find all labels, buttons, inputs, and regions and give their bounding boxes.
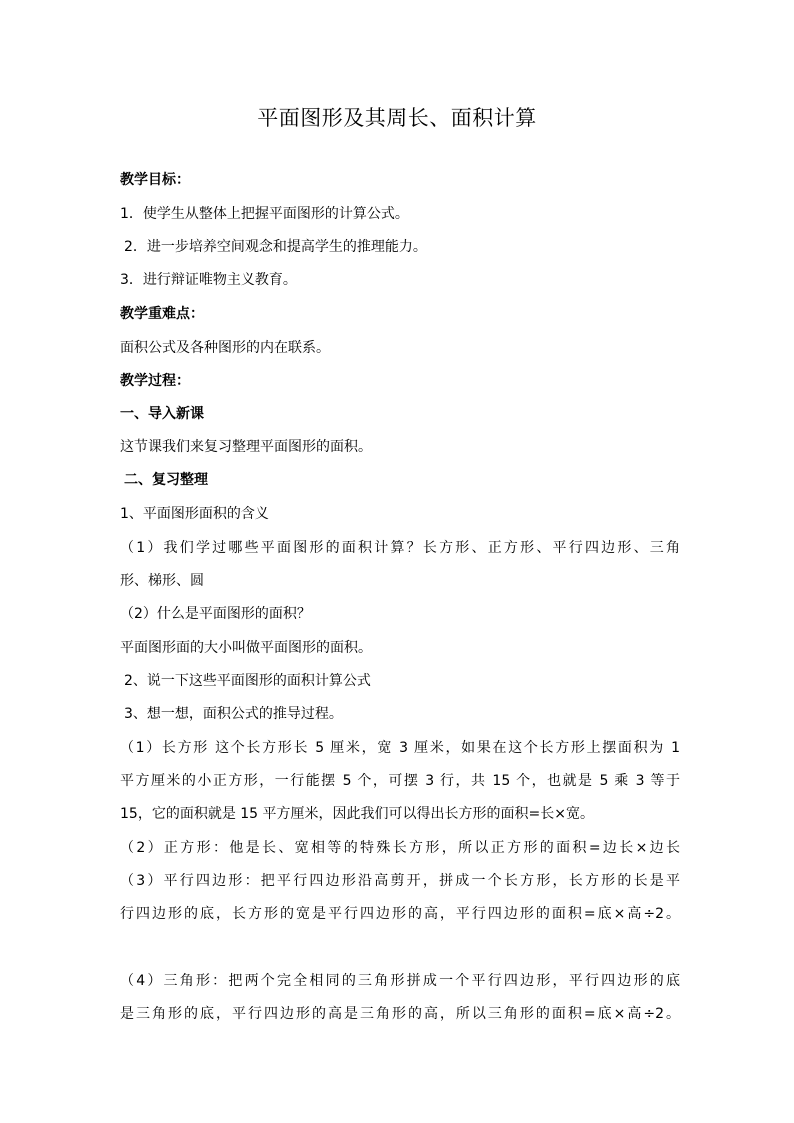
section-heading-process: 教学过程： <box>120 373 190 389</box>
objective-item-3: 3．进行辩证唯物主义教育。 <box>120 272 297 288</box>
paragraph-line: （1）我们学过哪些平面图形的面积计算？长方形、正方形、平行四边形、三角 <box>120 540 680 556</box>
paragraph-line: 是三角形的底，平行四边形的高是三角形的高，所以三角形的面积=底×高÷2。 <box>120 1006 680 1022</box>
section-heading-objectives: 教学目标： <box>120 172 190 188</box>
paragraph-line: （2）什么是平面图形的面积？ <box>120 606 311 622</box>
paragraph-line: 1、平面图形面积的含义 <box>120 506 269 522</box>
objective-item-1: 1．使学生从整体上把握平面图形的计算公式。 <box>120 206 409 222</box>
subsection-heading-review: 二、复习整理 <box>124 472 208 488</box>
paragraph-line: 2、说一下这些平面图形的面积计算公式 <box>124 673 371 689</box>
paragraph-line: 形、梯形、圆 <box>120 573 204 589</box>
paragraph-line: （2）正方形：他是长、宽相等的特殊长方形，所以正方形的面积=边长×边长 <box>120 840 680 856</box>
paragraph-line: （3）平行四边形：把平行四边形沿高剪开，拼成一个长方形，长方形的长是平 <box>120 873 680 889</box>
paragraph-line: （1）长方形 这个长方形长 5 厘米，宽 3 厘米，如果在这个长方形上摆面积为 1 <box>120 740 680 756</box>
document-title: 平面图形及其周长、面积计算 <box>257 106 537 130</box>
paragraph-line: 15，它的面积就是 15 平方厘米，因此我们可以得出长方形的面积=长×宽。 <box>120 806 594 822</box>
key-points-text: 面积公式及各种图形的内在联系。 <box>120 340 330 356</box>
paragraph-line: 这节课我们来复习整理平面图形的面积。 <box>120 439 372 455</box>
subsection-heading-intro: 一、导入新课 <box>120 406 204 422</box>
paragraph-line: （4）三角形：把两个完全相同的三角形拼成一个平行四边形，平行四边形的底 <box>120 973 680 989</box>
paragraph-line: 平面图形面的大小叫做平面图形的面积。 <box>120 640 372 656</box>
paragraph-line: 行四边形的底，长方形的宽是平行四边形的高，平行四边形的面积=底×高÷2。 <box>120 906 680 922</box>
paragraph-line: 平方厘米的小正方形，一行能摆 5 个，可摆 3 行，共 15 个，也就是 5 乘 3 等于 <box>120 773 680 789</box>
paragraph-line: 3、想一想，面积公式的推导过程。 <box>124 706 343 722</box>
section-heading-key-points: 教学重难点： <box>120 306 204 322</box>
objective-item-2: 2．进一步培养空间观念和提高学生的推理能力。 <box>124 239 427 255</box>
